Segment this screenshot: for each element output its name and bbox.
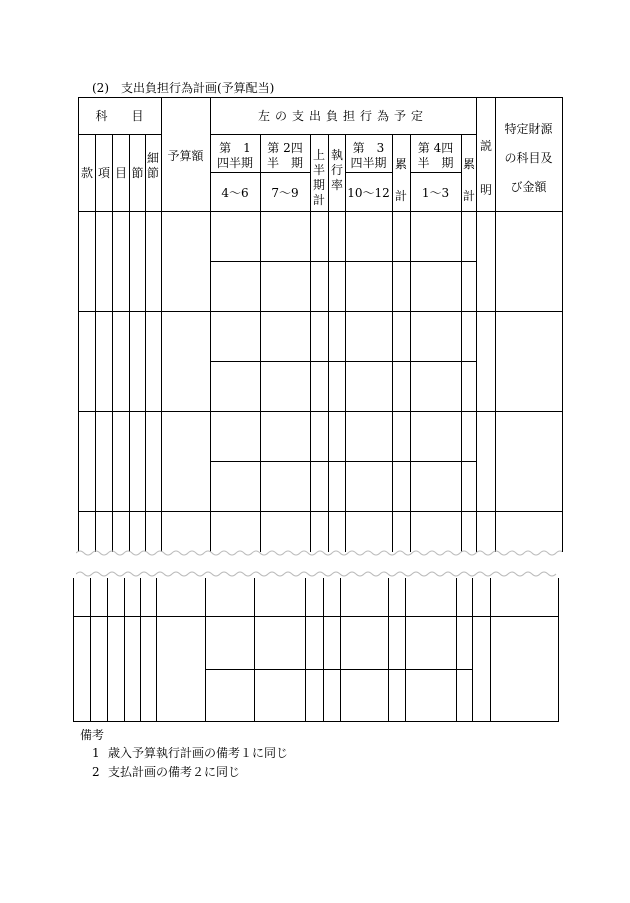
header-q4-line1: 第 4四: [417, 141, 454, 155]
header-kou: 項: [97, 166, 110, 180]
header-special-line3: び金額: [510, 180, 547, 194]
header-kamoku: 科 目: [95, 109, 144, 123]
header-execution-rate: 執行率: [330, 148, 343, 192]
header-moku: 目: [114, 166, 127, 180]
note-item-1-number: 1: [92, 746, 100, 760]
header-cumulative-a: 累計: [394, 157, 407, 203]
note-item-2-number: 2: [92, 765, 100, 779]
section-title: (2) 支出負担行為計画(予算配当): [92, 81, 275, 95]
header-q1-line1: 第 1: [219, 141, 251, 155]
header-q1-line2: 四半期: [216, 156, 253, 170]
header-special-line1: 特定財源: [504, 122, 553, 136]
page-break-wave: [76, 548, 562, 578]
header-special-line2: の科目及: [504, 151, 553, 165]
header-first-half-total: 上半期計: [312, 148, 325, 207]
header-q1-months: 4〜6: [221, 186, 249, 200]
header-kan: 款: [80, 166, 93, 180]
header-q3-months: 10〜12: [347, 186, 390, 200]
header-q2-line1: 第 2四: [267, 141, 303, 155]
header-q4-months: 1〜3: [421, 186, 450, 200]
note-item-1-text: 歳入予算執行計画の備考１に同じ: [108, 746, 289, 760]
header-saisetsu: 細節: [146, 151, 159, 180]
header-plan-group: 左の支出負担行為予定: [257, 109, 428, 123]
header-cumulative-b: 累計: [462, 157, 475, 203]
header-q4-line2: 半 期: [417, 156, 454, 170]
header-q2-months: 7〜9: [271, 186, 299, 200]
header-setsu: 節: [131, 166, 144, 180]
header-explanation: 説明: [479, 139, 492, 197]
header-q2-line2: 半 期: [266, 156, 303, 170]
header-q3-line2: 四半期: [350, 156, 387, 170]
header-q3-line1: 第 3: [352, 141, 385, 155]
notes-title: 備考: [80, 728, 105, 742]
header-yosangaku: 予算額: [167, 149, 204, 163]
note-item-2-text: 支払計画の備考２に同じ: [108, 765, 241, 779]
